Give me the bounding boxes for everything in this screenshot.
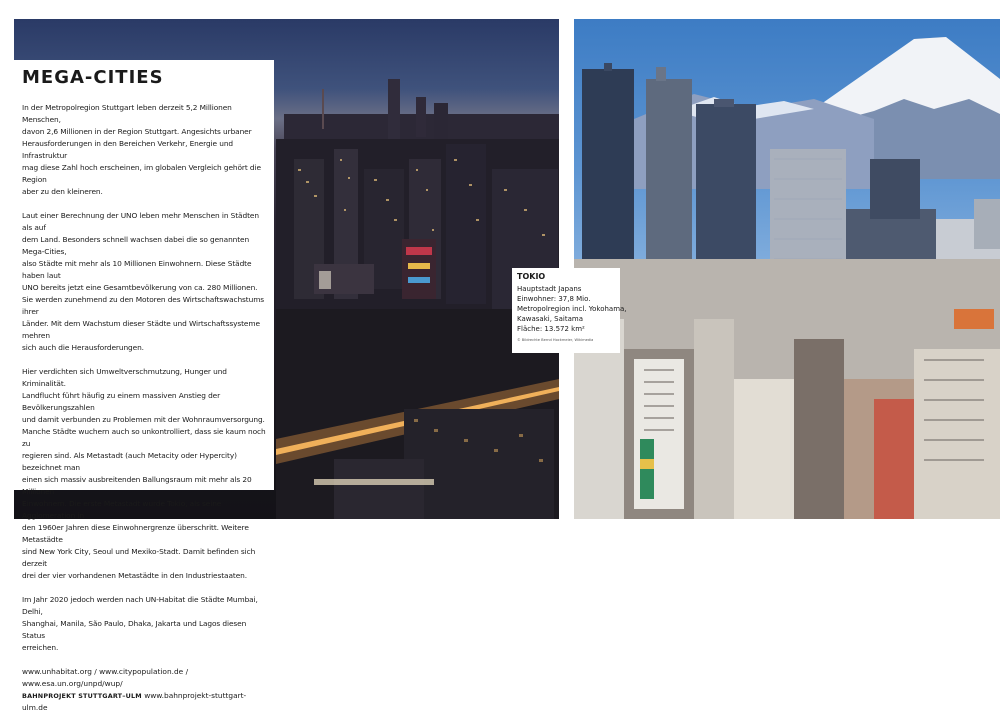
photo-credit: © Bildrechte Bernd Hockmeier, Wikimedia	[517, 338, 594, 342]
info-line-metro-region: Metropolregion incl. Yokohama,	[517, 305, 627, 313]
tokyo-fuji-photo	[574, 19, 1000, 519]
info-line-metro-cities: Kawasaki, Saitama	[517, 315, 583, 323]
article-paragraph-2: Laut einer Berechnung der UNO leben mehr Menschen in Städten als auf dem Land. Besonders schnell wachsen dabei die so genannten Mega-Cities, also Städte mit mehr als 10 Millionen Einwohnern. Diese Städte haben laut UNO bereits jetzt eine Gesamtbevölkerung von ca. 280 Millionen. Sie werden zunehmend zu den Motoren des Wirtschaftswachstums ihrer Länder. Mit dem Wachstum dieser Städte und Wirtschaftssysteme mehren sich auch die Herausforderungen.	[22, 211, 265, 352]
info-line-area: Fläche: 13.572 km²	[517, 325, 585, 333]
article-paragraph-4: Im Jahr 2020 jedoch werden nach UN-Habitat die Städte Mumbai, Delhi, Shanghai, Manila, São Paulo, Dhaka, Jakarta und Lagos diesen Status erreichen.	[22, 595, 258, 652]
bahnprojekt-brand: BAHNPROJEKT STUTTGART–ULM	[22, 692, 142, 700]
article-paragraph-1: In der Metropolregion Stuttgart leben derzeit 5,2 Millionen Menschen, davon 2,6 Millionen in der Region Stuttgart. Angesichts urbaner Herausforderungen in den Bereichen Verkehr, Energie und Infrastruktur mag diese Zahl hoch erscheinen, im globalen Vergleich gehört die Region aber zu den kleineren.	[22, 103, 261, 196]
tokio-info-box	[512, 268, 627, 353]
source-links-line-1[interactable]: www.unhabitat.org / www.citypopulation.de / www.esa.un.org/unpd/wup/	[22, 667, 189, 688]
info-line-capital: Hauptstadt Japans	[517, 285, 582, 293]
article-paragraph-3: Hier verdichten sich Umweltverschmutzung, Hunger und Kriminalität. Landflucht führt häufig zu einem massiven Anstieg der Bevölkerungszahlen und damit verbunden zu Problemen mit der Wohnraumversorgung. Manche Städte wuchern auch so unkontrolliert, dass sie kaum noch zu regieren sind. Als Metastadt (auch Metacity oder Hypercity) bezeichnet man einen sich massiv ausbreitenden Ballungsraum mit mehr als 20 Millionen Einwohnern. Die erste Metastadt wurde Tokio, als seine Agglomeration in den 1960er Jahren diese Einwohnergrenze überschritt. Weitere Metastädte sind New York City, Seoul und Mexiko-Stadt. Damit befinden sich derzeit drei der vier vorhandenen Metastädte in den Industriestaaten.	[22, 367, 266, 580]
mega-cities-article	[14, 60, 274, 712]
bahnprojekt-link[interactable]: www.bahnprojekt-stuttgart-ulm.de	[22, 691, 247, 712]
source-links	[22, 666, 266, 714]
article-title: MEGA-CITIES	[22, 67, 164, 88]
info-line-population: Einwohner: 37,8 Mio.	[517, 295, 591, 303]
info-box-title: TOKIO	[517, 272, 546, 281]
tokyo-fuji-illustration	[574, 19, 1000, 519]
